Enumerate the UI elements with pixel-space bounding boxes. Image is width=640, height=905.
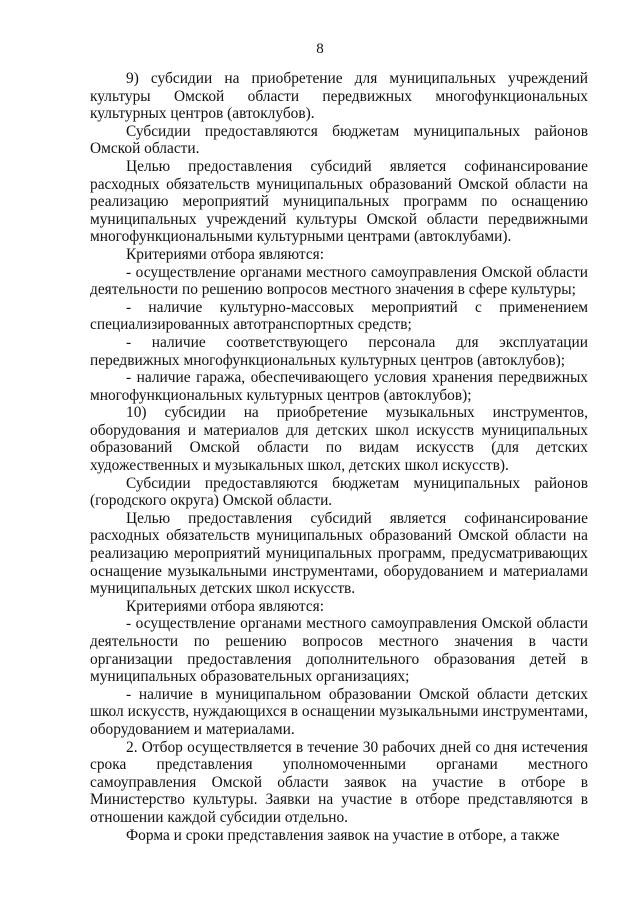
paragraph-criterion: - осуществление органами местного самоуправления Омской области деятельности по решению вопросов местного значения в части организации предоставления дополнительного образования детей в муниципальных образовательных организациях;	[90, 615, 588, 686]
paragraph-application-form: Форма и сроки представления заявок на участие в отборе, а также	[126, 826, 560, 844]
paragraph-item-9-subsidy: 9) субсидии на приобретение для муниципальных учреждений культуры Омской области передвижных многофункциональных культурных центров (автоклубов).	[90, 70, 588, 123]
paragraph-criterion: - наличие в муниципальном образовании Омской области детских школ искусств, нуждающихся в оснащении музыкальными инструментами, оборудованием и материалами.	[90, 685, 588, 738]
paragraph-purpose: Целью предоставления субсидий является софинансирование расходных обязательств муниципальных образований Омской области на реализацию мероприятий муниципальных программ по оснащению муниципальных учреждений культуры Омской области передвижными многофункциональными культурными центрами (автоклубами).	[90, 157, 588, 246]
paragraph-criteria-heading: Критериями отбора являются:	[126, 597, 325, 615]
paragraph-criterion: - наличие гаража, обеспечивающего условия хранения передвижных многофункциональных культурных центров (автоклубов);	[90, 369, 588, 404]
paragraph-criterion: - наличие соответствующего персонала для эксплуатации передвижных многофункциональных культурных центров (автоклубов);	[90, 333, 588, 369]
paragraph-recipients: Субсидии предоставляются бюджетам муниципальных районов (городского округа) Омской области.	[90, 474, 588, 510]
page-number: 8	[316, 41, 324, 57]
paragraph-criteria-heading: Критериями отбора являются:	[126, 245, 325, 263]
paragraph-criterion: - осуществление органами местного самоуправления Омской области деятельности по решению вопросов местного значения в сфере культуры;	[90, 263, 588, 299]
paragraph-selection-procedure: 2. Отбор осуществляется в течение 30 рабочих дней со дня истечения срока представления уполномоченными органами местного самоуправления Омской области заявок на участие в отборе в Министерство культуры. Заявки на участие в отборе представляются в отношении каждой субсидии отдельно.	[90, 738, 588, 826]
paragraph-criterion: - наличие культурно-массовых мероприятий с применением специализированных автотранспортных средств;	[90, 298, 588, 334]
paragraph-recipients: Субсидии предоставляются бюджетам муниципальных районов Омской области.	[90, 122, 588, 158]
paragraph-item-10-subsidy: 10) субсидии на приобретение музыкальных инструментов, оборудования и материалов для детских школ искусств муниципальных образований Омской области по видам искусств (для детских художественных и музыкальных школ, детских школ искусств).	[90, 404, 588, 475]
document-body	[90, 70, 588, 844]
paragraph-purpose: Целью предоставления субсидий является софинансирование расходных обязательств муниципальных образований Омской области на реализацию мероприятий муниципальных программ, предусматривающих оснащение музыкальными инструментами, оборудованием и материалами муниципальных детских школ искусств.	[90, 509, 588, 598]
